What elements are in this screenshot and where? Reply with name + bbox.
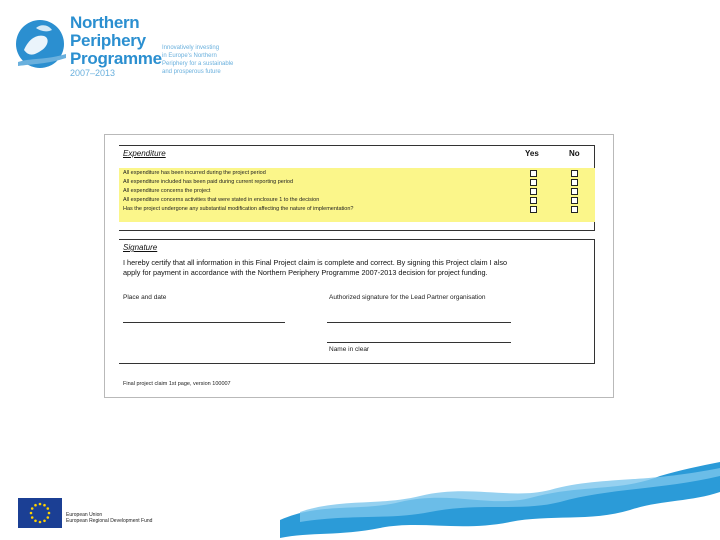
tagline-line: in Europe's Northern [162, 53, 217, 59]
eu-caption-line: European Regional Development Fund [66, 518, 153, 524]
yes-checkbox[interactable] [530, 206, 537, 213]
place-date-label: Place and date [123, 294, 167, 301]
tagline-line: and prosperous future [162, 69, 221, 75]
expenditure-row: Has the project undergone any substantial modification affecting the nature of implementation? [123, 206, 354, 212]
name-in-clear-label: Name in clear [329, 346, 370, 353]
programme-logo [14, 12, 264, 82]
yes-checkbox[interactable] [530, 170, 537, 177]
no-checkbox[interactable] [571, 197, 578, 204]
programme-name-line: Programme [70, 49, 162, 68]
yes-checkbox[interactable] [530, 197, 537, 204]
expenditure-row: All expenditure concerns activities that were stated in enclosure 1 to the decision [123, 197, 320, 203]
signature-line[interactable] [327, 322, 511, 323]
expenditure-title: Expenditure [123, 149, 166, 158]
expenditure-row: All expenditure concerns the project [123, 188, 211, 194]
no-checkbox[interactable] [571, 170, 578, 177]
tagline-line: Innovatively investing [162, 45, 220, 51]
no-checkbox[interactable] [571, 188, 578, 195]
claim-form [104, 134, 614, 398]
certification-statement [123, 258, 583, 278]
no-column-header: No [569, 149, 580, 158]
signature-title: Signature [123, 243, 158, 252]
authorized-signature-label: Authorized signature for the Lead Partner organisation [329, 294, 486, 301]
programme-years: 2007–2013 [70, 68, 116, 78]
signature-section [119, 239, 595, 364]
statement-line: apply for payment in accordance with the Northern Periphery Programme 2007-2013 decision for project funding. [123, 268, 488, 277]
programme-name-line: Periphery [70, 31, 146, 50]
decorative-wave-icon [280, 462, 720, 540]
no-checkbox[interactable] [571, 206, 578, 213]
expenditure-section [119, 145, 595, 231]
yes-checkbox[interactable] [530, 179, 537, 186]
yes-checkbox[interactable] [530, 188, 537, 195]
no-checkbox[interactable] [571, 179, 578, 186]
programme-tagline [162, 44, 262, 76]
programme-name [70, 14, 162, 68]
programme-name-line: Northern [70, 13, 140, 32]
eu-caption [66, 512, 152, 524]
form-version-note: Final project claim 1st page, version 100007 [123, 381, 231, 387]
place-date-line[interactable] [123, 322, 285, 323]
expenditure-row: All expenditure has been incurred during the project period [123, 170, 266, 176]
eu-caption-line: European Union [66, 512, 103, 518]
name-in-clear-line[interactable] [327, 342, 511, 343]
expenditure-row: All expenditure included has been paid during current reporting period [123, 179, 294, 185]
programme-emblem-icon [14, 14, 70, 74]
statement-line: I hereby certify that all information in this Final Project claim is complete and correct. By signing this Project claim I also [123, 258, 508, 267]
eu-logo [18, 498, 158, 530]
eu-flag-icon [18, 498, 62, 528]
tagline-line: Periphery for a sustainable [162, 61, 234, 67]
yes-column-header: Yes [525, 149, 539, 158]
